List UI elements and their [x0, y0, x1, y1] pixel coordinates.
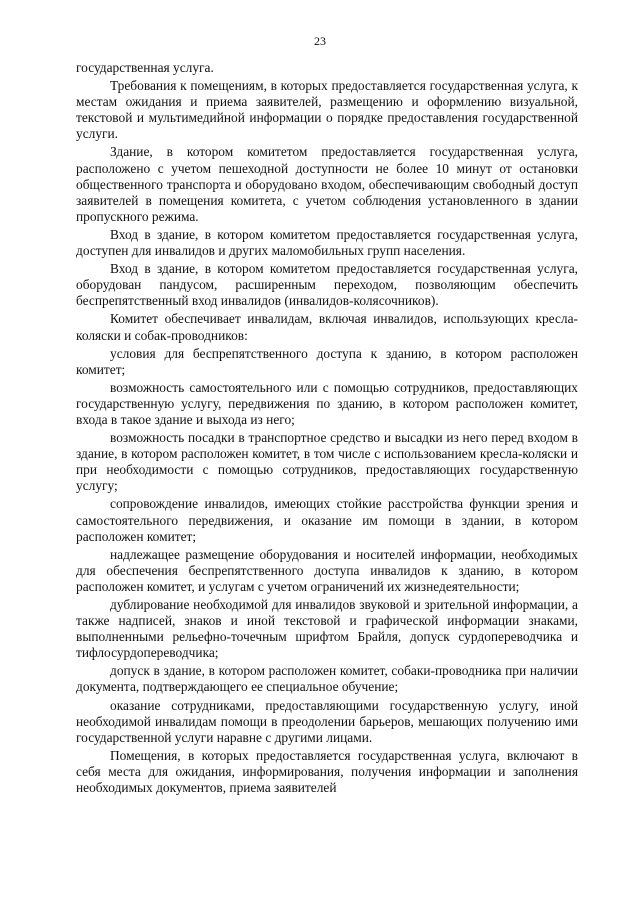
list-item-vehicle-boarding: возможность посадки в транспортное средство и высадки из него перед входом в здание, в котором расположен комитет, в том числе с использованием кресла-коляски и при необходимости с помощью сотрудников, предоставляющих государственную услугу;	[76, 430, 578, 494]
paragraph-premises-include: Помещения, в которых предоставляется государственная услуга, включают в себя места для ожидания, информирования, получения информации и заполнения необходимых документов, приема заявителей	[76, 747, 578, 796]
paragraph-entrance-accessible: Вход в здание, в котором комитетом предоставляется государственная услуга, доступен для инвалидов и других маломобильных групп населения.	[76, 226, 578, 259]
paragraph-entrance-ramp: Вход в здание, в котором комитетом предоставляется государственная услуга, оборудован пандусом, расширенным переходом, позволяющим обеспечить беспрепятственный вход инвалидов (инвалидов-колясочников).	[76, 261, 578, 309]
list-item-movement: возможность самостоятельного или с помощью сотрудников, предоставляющих государственную услугу, передвижения по зданию, в котором расположен комитет, входа в такое здание и выхода из него;	[76, 379, 578, 427]
paragraph-building-location: Здание, в котором комитетом предоставляется государственная услуга, расположено с учетом пешеходной доступности не более 10 минут от остановки общественного транспорта и оборудовано входом, обеспечивающим свободный доступ заявителей в помещения комитета, с учетом соблюдения установленного в здании пропускного режима.	[76, 144, 578, 224]
paragraph-committee-provides: Комитет обеспечивает инвалидам, включая инвалидов, использующих кресла-коляски и собак-проводников:	[76, 311, 578, 343]
paragraph-continuation: государственная услуга.	[76, 60, 214, 75]
list-item-escort: сопровождение инвалидов, имеющих стойкие расстройства функции зрения и самостоятельного передвижения, и оказание им помощи в здании, в котором расположен комитет;	[76, 496, 578, 544]
list-item-guide-dog: допуск в здание, в котором расположен комитет, собаки-проводника при наличии документа, подтверждающего ее специальное обучение;	[76, 663, 578, 695]
list-item-staff-assistance: оказание сотрудниками, предоставляющими государственную услугу, иной необходимой инвалидам помощи в преодолении барьеров, мешающих получению ими государственной услуги наравне с другими лицами.	[76, 697, 578, 745]
paragraph-premises-requirements: Требования к помещениям, в которых предоставляется государственная услуга, к местам ожидания и приема заявителей, размещению и оформлению визуальной, текстовой и мультимедийной информации о порядке предоставления государственной услуги.	[76, 78, 578, 142]
document-body	[76, 60, 578, 798]
list-item-equipment-placement: надлежащее размещение оборудования и носителей информации, необходимых для обеспечения беспрепятственного доступа инвалидов к зданию, в котором расположен комитет, и услугам с учетом ограничений их жизнедеятельности;	[76, 546, 578, 594]
list-item-access-conditions: условия для беспрепятственного доступа к зданию, в котором расположен комитет;	[76, 345, 578, 377]
list-item-information-duplication: дублирование необходимой для инвалидов звуковой и зрительной информации, а также надписей, знаков и иной текстовой и графической информации знаками, выполненными рельефно-точечным шрифтом Брайля, допуск сурдопереводчика и тифлосурдопереводчика;	[76, 597, 578, 661]
page-number: 23	[314, 34, 326, 48]
